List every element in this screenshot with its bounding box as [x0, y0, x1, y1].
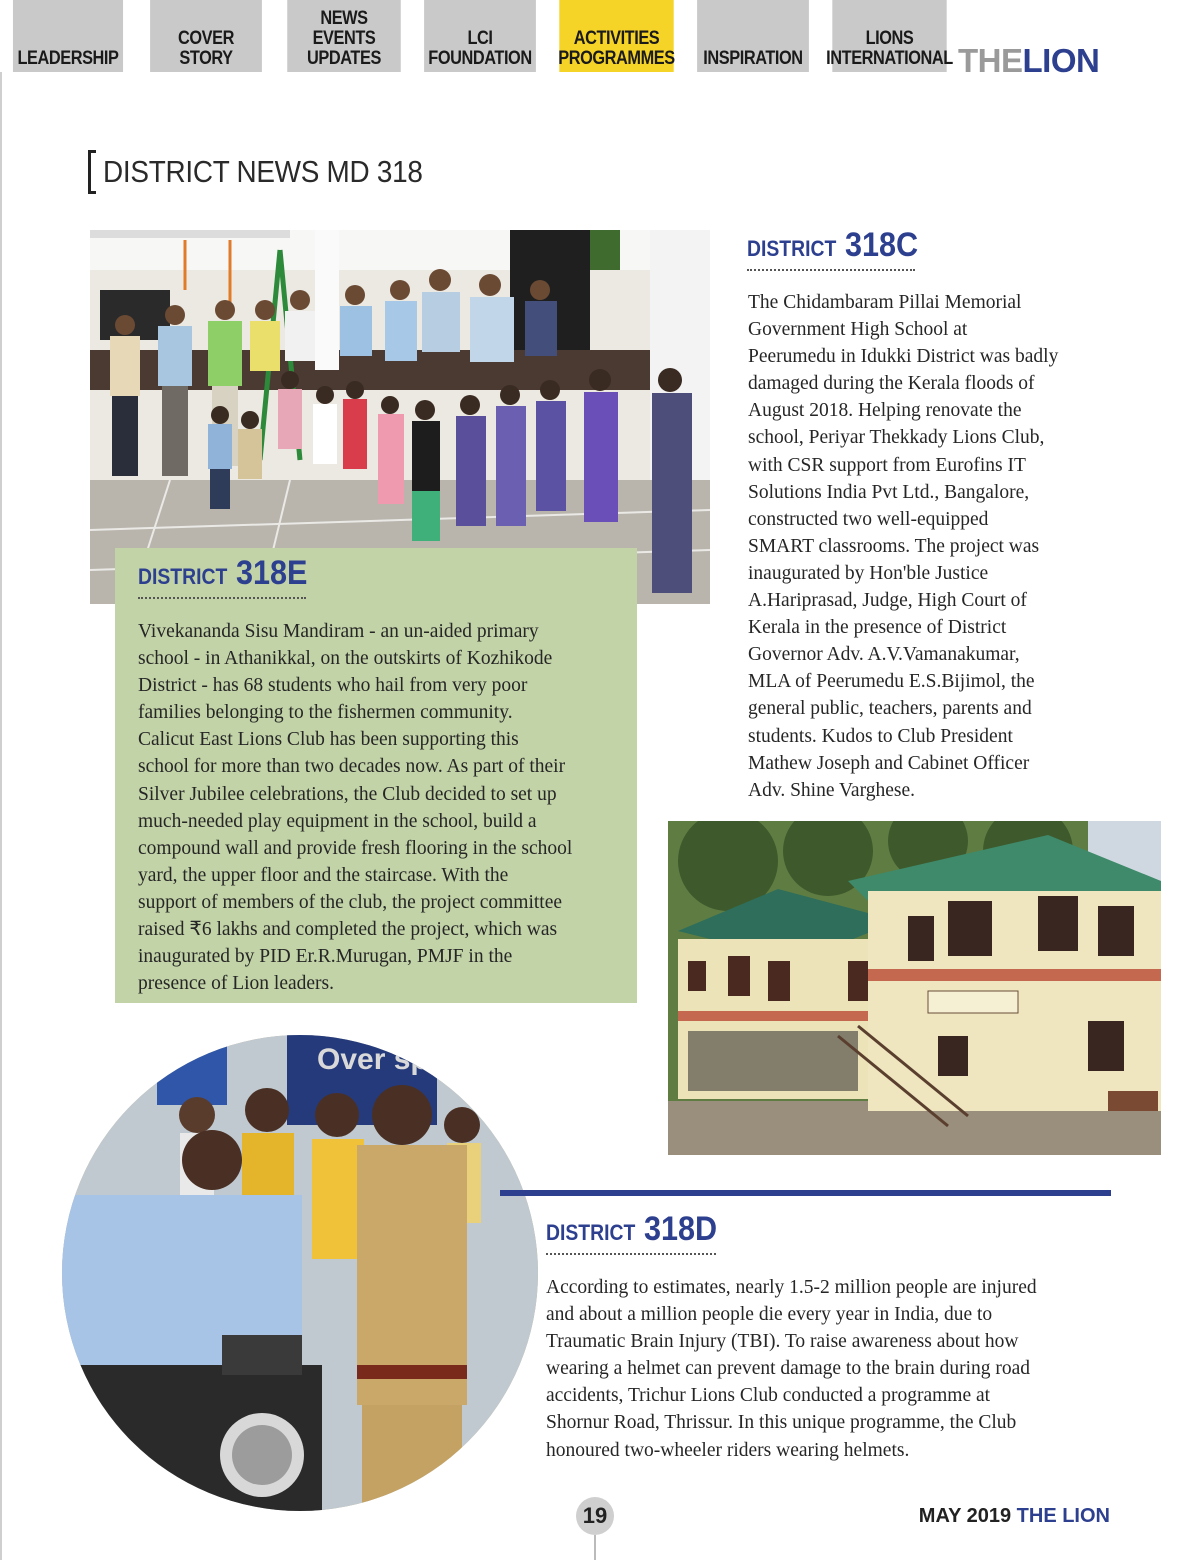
tab-lions-international[interactable]: LIONS INTERNATIONAL [832, 0, 946, 72]
district-318d-body [546, 1274, 1037, 1464]
body-line: Silver Jubilee celebrations, the Club decided to set up [138, 783, 557, 805]
body-line: wearing a helmet can prevent damage to the brain during road [546, 1358, 1031, 1380]
district-318c-label: DISTRICT [747, 236, 837, 261]
photo-318c-school-building [668, 821, 1161, 1155]
body-line: and about a million people die every year in India, due to [546, 1304, 993, 1326]
district-318c-heading [747, 226, 926, 265]
page-number: 19 [576, 1497, 614, 1535]
district-318e-number: 318E [235, 554, 308, 592]
district-318d-rule [500, 1190, 1111, 1196]
school-building-illustration [668, 821, 1161, 1155]
body-line: much-needed play equipment in the school, build a [138, 810, 537, 832]
body-line: school, Periyar Thekkady Lions Club, [748, 427, 1045, 449]
body-line: raised ₹6 lakhs and completed the project, which was [138, 919, 558, 941]
footer-issue-date: MAY 2019 [918, 1505, 1012, 1527]
body-line: students. Kudos to Club President [748, 725, 1013, 747]
body-line: Governor Adv. A.V.Vamanakumar, [748, 644, 1020, 666]
district-318d-label: DISTRICT [546, 1220, 636, 1245]
brand-lion: LION [1022, 42, 1100, 79]
body-line: Mathew Joseph and Cabinet Officer [748, 752, 1030, 774]
section-heading [88, 150, 458, 194]
body-line: honoured two-wheeler riders wearing helmets. [546, 1439, 910, 1461]
photo-318d-helmet-programme [62, 1035, 538, 1511]
tab-cover-story[interactable]: COVER STORY [150, 0, 262, 72]
section-title: DISTRICT NEWS MD 318 [103, 154, 423, 189]
body-line: Calicut East Lions Club has been supporting this [138, 729, 519, 751]
body-line: school - in Athanikkal, on the outskirts of Kozhikode [138, 648, 553, 670]
magazine-brand [958, 42, 1099, 80]
district-318d-dotline [546, 1253, 716, 1255]
body-line: Traumatic Brain Injury (TBI). To raise awareness about how [546, 1331, 1019, 1353]
district-318e-heading [138, 554, 315, 593]
body-line: District - has 68 students who hail from very poor [138, 675, 528, 697]
district-318c-body [748, 289, 1058, 804]
body-line: A.Hariprasad, Judge, High Court of [748, 590, 1027, 612]
body-line: Peerumedu in Idukki District was badly [748, 346, 1059, 368]
body-line: presence of Lion leaders. [138, 973, 334, 995]
top-navigation [0, 0, 960, 72]
body-line: The Chidambaram Pillai Memorial [748, 292, 1022, 313]
body-line: support of members of the club, the project committee [138, 891, 563, 913]
body-line: school for more than two decades now. As part of their [138, 756, 566, 778]
district-318c-dotline [747, 269, 915, 271]
body-line: inaugurated by PID Er.R.Murugan, PMJF in the [138, 946, 513, 968]
body-line: compound wall and provide fresh flooring in the school [138, 837, 573, 859]
page-left-rule [0, 72, 2, 1560]
footer-issue [919, 1505, 1110, 1528]
footer-magazine-name: THE LION [1016, 1505, 1110, 1527]
tab-news-events-updates[interactable]: NEWS EVENTS UPDATES [287, 0, 401, 72]
body-line: yard, the upper floor and the staircase. With the [138, 864, 509, 886]
body-line: Kerala in the presence of District [748, 617, 1007, 639]
district-318d-number: 318D [643, 1210, 718, 1248]
body-line: Adv. Shine Varghese. [748, 779, 915, 801]
body-line: SMART classrooms. The project was [748, 535, 1040, 557]
brand-the: THE [958, 42, 1023, 79]
body-line: inaugurated by Hon'ble Justice [748, 562, 989, 584]
district-318e-dotline [138, 597, 306, 599]
tab-leadership[interactable]: LEADERSHIP [13, 0, 123, 72]
body-line: damaged during the Kerala floods of [748, 373, 1035, 395]
body-line: families belonging to the fishermen community. [138, 702, 513, 724]
body-line: Government High School at [748, 319, 968, 341]
district-318e-body [138, 618, 572, 997]
district-318d-heading [546, 1210, 725, 1249]
body-line: accidents, Trichur Lions Club conducted a programme at [546, 1385, 991, 1407]
body-line: with CSR support from Eurofins IT [748, 454, 1026, 476]
helmet-programme-illustration [62, 1035, 538, 1511]
body-line: constructed two well-equipped [748, 508, 989, 530]
body-line: MLA of Peerumedu E.S.Bijimol, the [748, 671, 1035, 693]
tab-inspiration[interactable]: INSPIRATION [697, 0, 809, 72]
body-line: According to estimates, nearly 1.5-2 million people are injured [546, 1277, 1037, 1298]
body-line: Vivekananda Sisu Mandiram - an un-aided primary [138, 621, 539, 642]
body-line: August 2018. Helping renovate the [748, 400, 1022, 422]
page-number-line [594, 1535, 596, 1560]
body-line: general public, teachers, parents and [748, 698, 1032, 720]
district-318c-number: 318C [844, 226, 919, 264]
tab-lci-foundation[interactable]: LCI FOUNDATION [424, 0, 536, 72]
district-318e-label: DISTRICT [138, 564, 228, 589]
body-line: Shornur Road, Thrissur. In this unique programme, the Club [546, 1412, 1017, 1434]
banner-text: Over spe [317, 1043, 446, 1076]
tab-activities-programmes[interactable]: ACTIVITIES PROGRAMMES [559, 0, 673, 72]
body-line: Solutions India Pvt Ltd., Bangalore, [748, 481, 1030, 503]
heading-bracket [88, 150, 96, 194]
